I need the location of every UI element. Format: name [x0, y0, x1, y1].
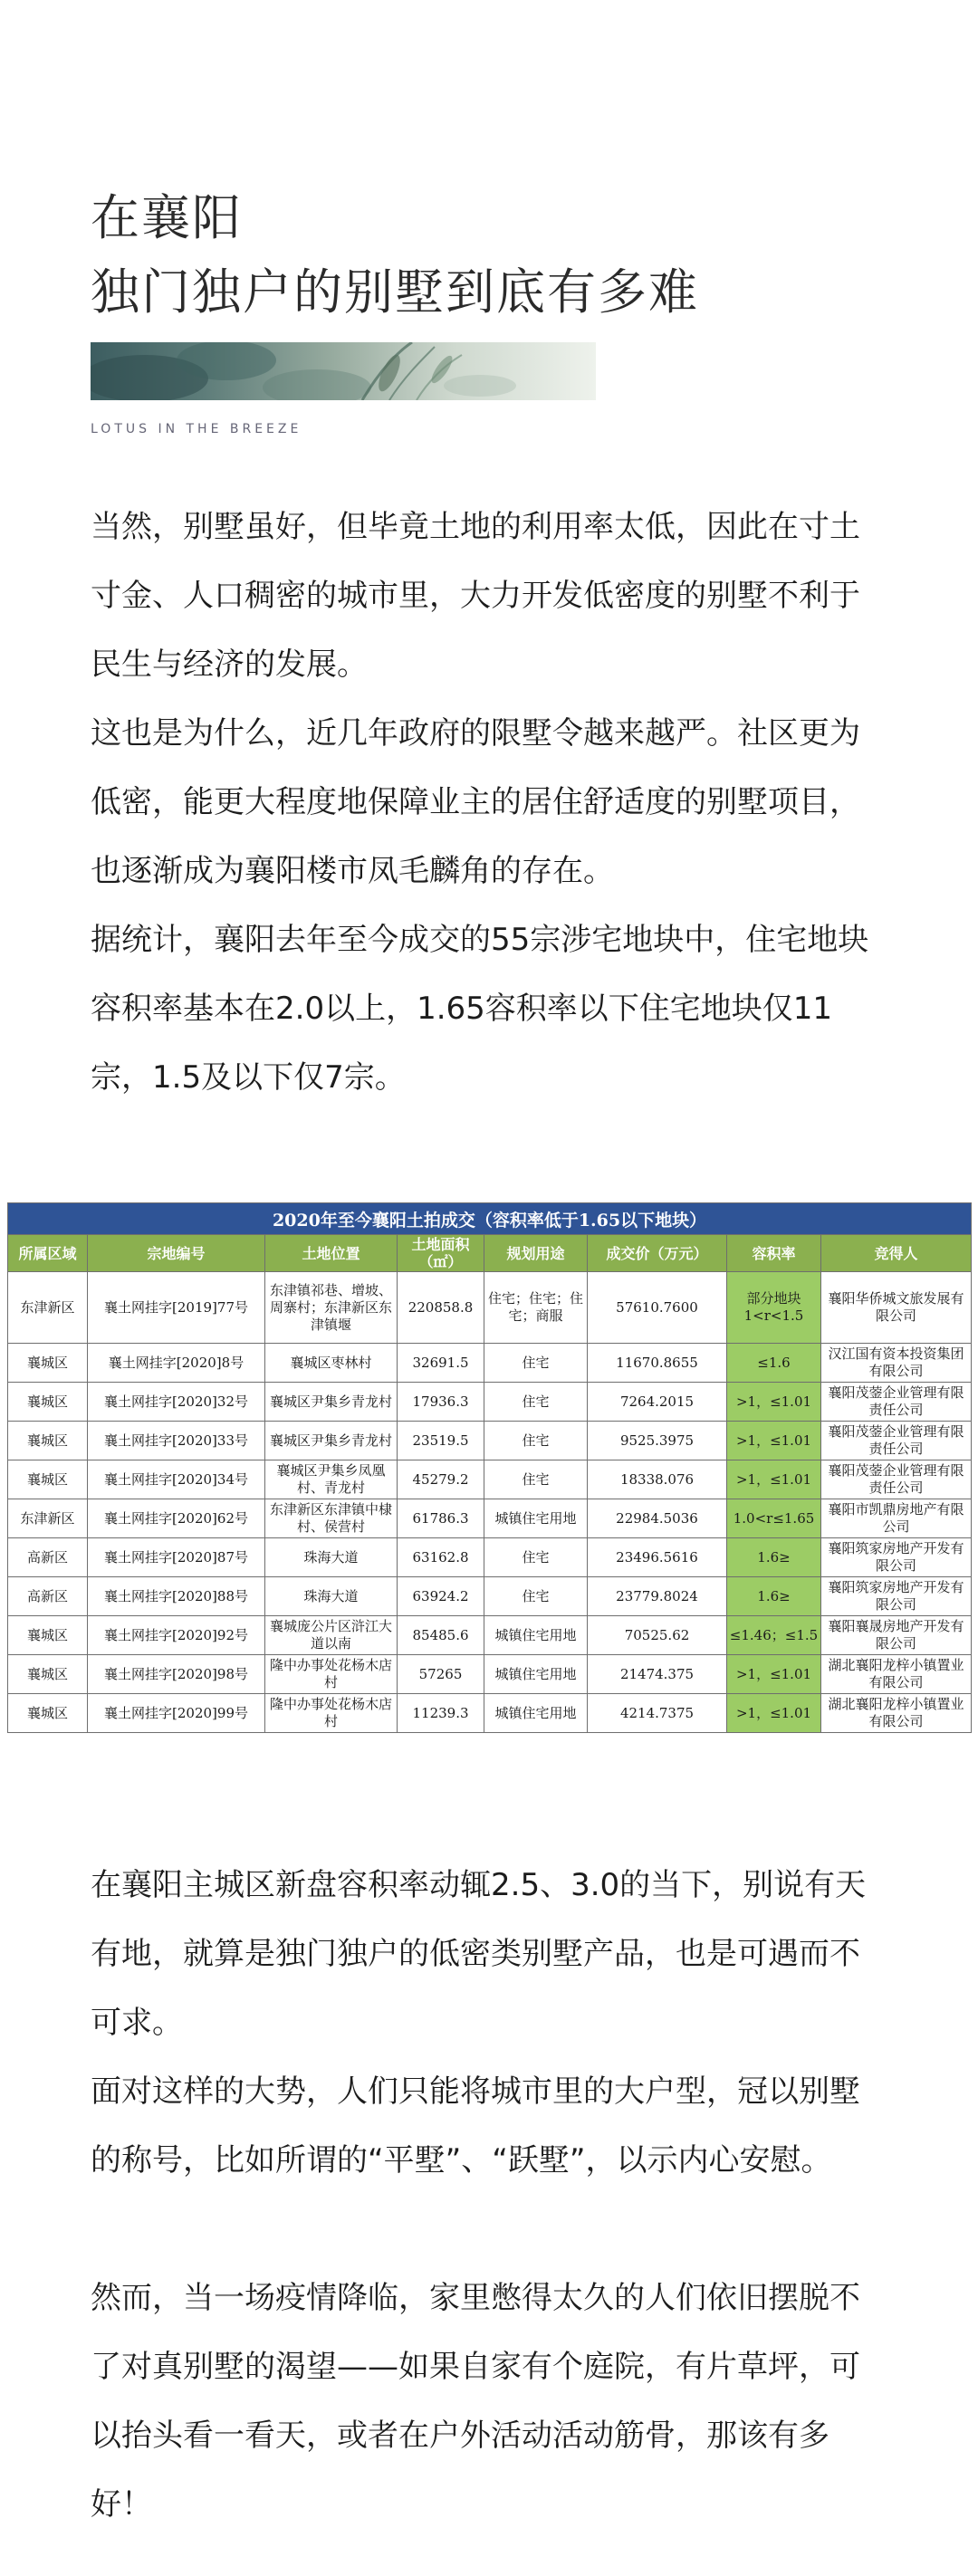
cell-plot-ratio: 部分地块1<r<1.5 — [727, 1272, 821, 1344]
header-price: 成交价（万元） — [588, 1235, 727, 1272]
cell-district: 襄城区 — [8, 1383, 88, 1422]
cell-district: 东津新区 — [8, 1272, 88, 1344]
cell-plot-ratio: >1，≤1.01 — [727, 1383, 821, 1422]
cell-winner: 襄阳茂蓥企业管理有限责任公司 — [821, 1460, 972, 1499]
cell-price: 18338.076 — [588, 1460, 727, 1499]
cell-area: 63924.2 — [398, 1577, 484, 1616]
cell-parcel-code: 襄土网挂字[2020]8号 — [88, 1344, 265, 1383]
table-header-row — [8, 1235, 972, 1272]
cell-price: 9525.3975 — [588, 1422, 727, 1460]
cell-area: 63162.8 — [398, 1538, 484, 1577]
cell-location: 襄城庞公片区浒江大道以南 — [265, 1616, 398, 1655]
cell-area: 11239.3 — [398, 1694, 484, 1733]
cell-district: 襄城区 — [8, 1422, 88, 1460]
cell-district: 襄城区 — [8, 1616, 88, 1655]
cell-usage: 城镇住宅用地 — [484, 1499, 588, 1538]
header-area: 土地面积（㎡） — [398, 1235, 484, 1272]
cell-plot-ratio: >1，≤1.01 — [727, 1460, 821, 1499]
cell-parcel-code: 襄土网挂字[2020]87号 — [88, 1538, 265, 1577]
cell-usage: 住宅 — [484, 1577, 588, 1616]
lotus-leaves-illustration — [91, 342, 596, 400]
cell-district: 高新区 — [8, 1577, 88, 1616]
cell-parcel-code: 襄土网挂字[2020]98号 — [88, 1655, 265, 1694]
table-row — [8, 1694, 972, 1733]
banner-caption: LOTUS IN THE BREEZE — [91, 422, 302, 436]
cell-parcel-code: 襄土网挂字[2020]33号 — [88, 1422, 265, 1460]
outro-paragraph-2: 面对这样的大势，人们只能将城市里的大户型，冠以别墅的称号，比如所谓的“平墅”、“跃墅”，以示内心安慰。 — [91, 2073, 860, 2179]
cell-winner: 襄阳茂蓥企业管理有限责任公司 — [821, 1422, 972, 1460]
cell-location: 襄城区尹集乡凤凰村、青龙村 — [265, 1460, 398, 1499]
cell-district: 襄城区 — [8, 1344, 88, 1383]
cell-location: 襄城区尹集乡青龙村 — [265, 1383, 398, 1422]
table-title: 2020年至今襄阳土拍成交（容积率低于1.65以下地块） — [8, 1203, 972, 1235]
cell-usage: 住宅 — [484, 1538, 588, 1577]
cell-plot-ratio: >1，≤1.01 — [727, 1655, 821, 1694]
cell-area: 32691.5 — [398, 1344, 484, 1383]
cell-district: 襄城区 — [8, 1460, 88, 1499]
cell-location: 东津镇祁巷、增坡、周寨村；东津新区东津镇堰 — [265, 1272, 398, 1344]
cell-usage: 城镇住宅用地 — [484, 1694, 588, 1733]
cell-price: 23779.8024 — [588, 1577, 727, 1616]
cell-usage: 城镇住宅用地 — [484, 1655, 588, 1694]
cell-usage: 住宅 — [484, 1422, 588, 1460]
cell-winner: 汉江国有资本投资集团有限公司 — [821, 1344, 972, 1383]
cell-parcel-code: 襄土网挂字[2020]88号 — [88, 1577, 265, 1616]
cell-plot-ratio: 1.6≥ — [727, 1577, 821, 1616]
land-auction-table-container — [7, 1202, 971, 1733]
cell-area: 85485.6 — [398, 1616, 484, 1655]
cell-price: 4214.7375 — [588, 1694, 727, 1733]
cell-winner: 襄阳华侨城文旅发展有限公司 — [821, 1272, 972, 1344]
cell-plot-ratio: >1，≤1.01 — [727, 1422, 821, 1460]
cell-parcel-code: 襄土网挂字[2020]32号 — [88, 1383, 265, 1422]
cell-winner: 湖北襄阳龙梓小镇置业有限公司 — [821, 1694, 972, 1733]
cell-price: 23496.5616 — [588, 1538, 727, 1577]
article-heading — [91, 181, 699, 330]
cell-winner: 湖北襄阳龙梓小镇置业有限公司 — [821, 1655, 972, 1694]
outro-paragraph-3: 然而，当一场疫情降临，家里憋得太久的人们依旧摆脱不了对真别墅的渴望——如果自家有个庭院，有片草坪，可以抬头看一看天，或者在户外活动活动筋骨，那该有多好！ — [91, 2280, 860, 2523]
cell-area: 57265 — [398, 1655, 484, 1694]
cell-parcel-code: 襄土网挂字[2020]62号 — [88, 1499, 265, 1538]
cell-area: 23519.5 — [398, 1422, 484, 1460]
cell-location: 珠海大道 — [265, 1577, 398, 1616]
cell-usage: 城镇住宅用地 — [484, 1616, 588, 1655]
header-plot-ratio: 容积率 — [727, 1235, 821, 1272]
cell-area: 220858.8 — [398, 1272, 484, 1344]
cell-usage: 住宅；住宅；住宅；商服 — [484, 1272, 588, 1344]
cell-plot-ratio: >1，≤1.01 — [727, 1694, 821, 1733]
cell-parcel-code: 襄土网挂字[2019]77号 — [88, 1272, 265, 1344]
cell-area: 61786.3 — [398, 1499, 484, 1538]
cell-price: 11670.8655 — [588, 1344, 727, 1383]
cell-location: 东津新区东津镇中棣村、侯营村 — [265, 1499, 398, 1538]
cell-price: 7264.2015 — [588, 1383, 727, 1422]
table-row — [8, 1577, 972, 1616]
cell-location: 珠海大道 — [265, 1538, 398, 1577]
heading-line-1: 在襄阳 — [91, 189, 243, 246]
intro-paragraph-3: 据统计，襄阳去年至今成交的55宗涉宅地块中，住宅地块容积率基本在2.0以上，1.65容积率以下住宅地块仅11宗，1.5及以下仅7宗。 — [91, 922, 869, 1096]
heading-line-2: 独门独户的别墅到底有多难 — [91, 263, 699, 321]
cell-plot-ratio: ≤1.6 — [727, 1344, 821, 1383]
table-body — [8, 1272, 972, 1733]
cell-parcel-code: 襄土网挂字[2020]99号 — [88, 1694, 265, 1733]
outro-paragraph-1: 在襄阳主城区新盘容积率动辄2.5、3.0的当下，别说有天有地，就算是独门独户的低密类别墅产品，也是可遇而不可求。 — [91, 1867, 867, 2041]
cell-winner: 襄阳筑家房地产开发有限公司 — [821, 1538, 972, 1577]
cell-plot-ratio: ≤1.46；≤1.5 — [727, 1616, 821, 1655]
cell-parcel-code: 襄土网挂字[2020]34号 — [88, 1460, 265, 1499]
table-row — [8, 1460, 972, 1499]
header-usage: 规划用途 — [484, 1235, 588, 1272]
cell-district: 东津新区 — [8, 1499, 88, 1538]
lotus-banner-image — [91, 342, 596, 400]
land-auction-table — [7, 1202, 972, 1733]
cell-parcel-code: 襄土网挂字[2020]92号 — [88, 1616, 265, 1655]
cell-location: 襄城区尹集乡青龙村 — [265, 1422, 398, 1460]
cell-plot-ratio: 1.0<r≤1.65 — [727, 1499, 821, 1538]
table-row — [8, 1383, 972, 1422]
cell-district: 襄城区 — [8, 1655, 88, 1694]
cell-price: 21474.375 — [588, 1655, 727, 1694]
header-location: 土地位置 — [265, 1235, 398, 1272]
cell-area: 17936.3 — [398, 1383, 484, 1422]
header-winner: 竞得人 — [821, 1235, 972, 1272]
header-parcel-code: 宗地编号 — [88, 1235, 265, 1272]
cell-winner: 襄阳市凯鼎房地产有限公司 — [821, 1499, 972, 1538]
cell-location: 隆中办事处花杨木店村 — [265, 1655, 398, 1694]
table-row — [8, 1272, 972, 1344]
cell-winner: 襄阳筑家房地产开发有限公司 — [821, 1577, 972, 1616]
table-row — [8, 1538, 972, 1577]
table-row — [8, 1616, 972, 1655]
cell-usage: 住宅 — [484, 1383, 588, 1422]
cell-winner: 襄阳茂蓥企业管理有限责任公司 — [821, 1383, 972, 1422]
cell-price: 57610.7600 — [588, 1272, 727, 1344]
table-row — [8, 1655, 972, 1694]
table-row — [8, 1344, 972, 1383]
cell-location: 隆中办事处花杨木店村 — [265, 1694, 398, 1733]
cell-usage: 住宅 — [484, 1344, 588, 1383]
cell-price: 22984.5036 — [588, 1499, 727, 1538]
cell-location: 襄城区枣林村 — [265, 1344, 398, 1383]
intro-paragraph-2: 这也是为什么，近几年政府的限墅令越来越严。社区更为低密，能更大程度地保障业主的居住舒适度的别墅项目，也逐渐成为襄阳楼市凤毛麟角的存在。 — [91, 715, 860, 889]
header-district: 所属区域 — [8, 1235, 88, 1272]
cell-district: 高新区 — [8, 1538, 88, 1577]
table-row — [8, 1499, 972, 1538]
table-row — [8, 1422, 972, 1460]
cell-usage: 住宅 — [484, 1460, 588, 1499]
intro-paragraph-1: 当然，别墅虽好，但毕竟土地的利用率太低，因此在寸土寸金、人口稠密的城市里，大力开发低密度的别墅不利于民生与经济的发展。 — [91, 509, 860, 683]
cell-winner: 襄阳襄晟房地产开发有限公司 — [821, 1616, 972, 1655]
cell-price: 70525.62 — [588, 1616, 727, 1655]
cell-district: 襄城区 — [8, 1694, 88, 1733]
cell-plot-ratio: 1.6≥ — [727, 1538, 821, 1577]
cell-area: 45279.2 — [398, 1460, 484, 1499]
